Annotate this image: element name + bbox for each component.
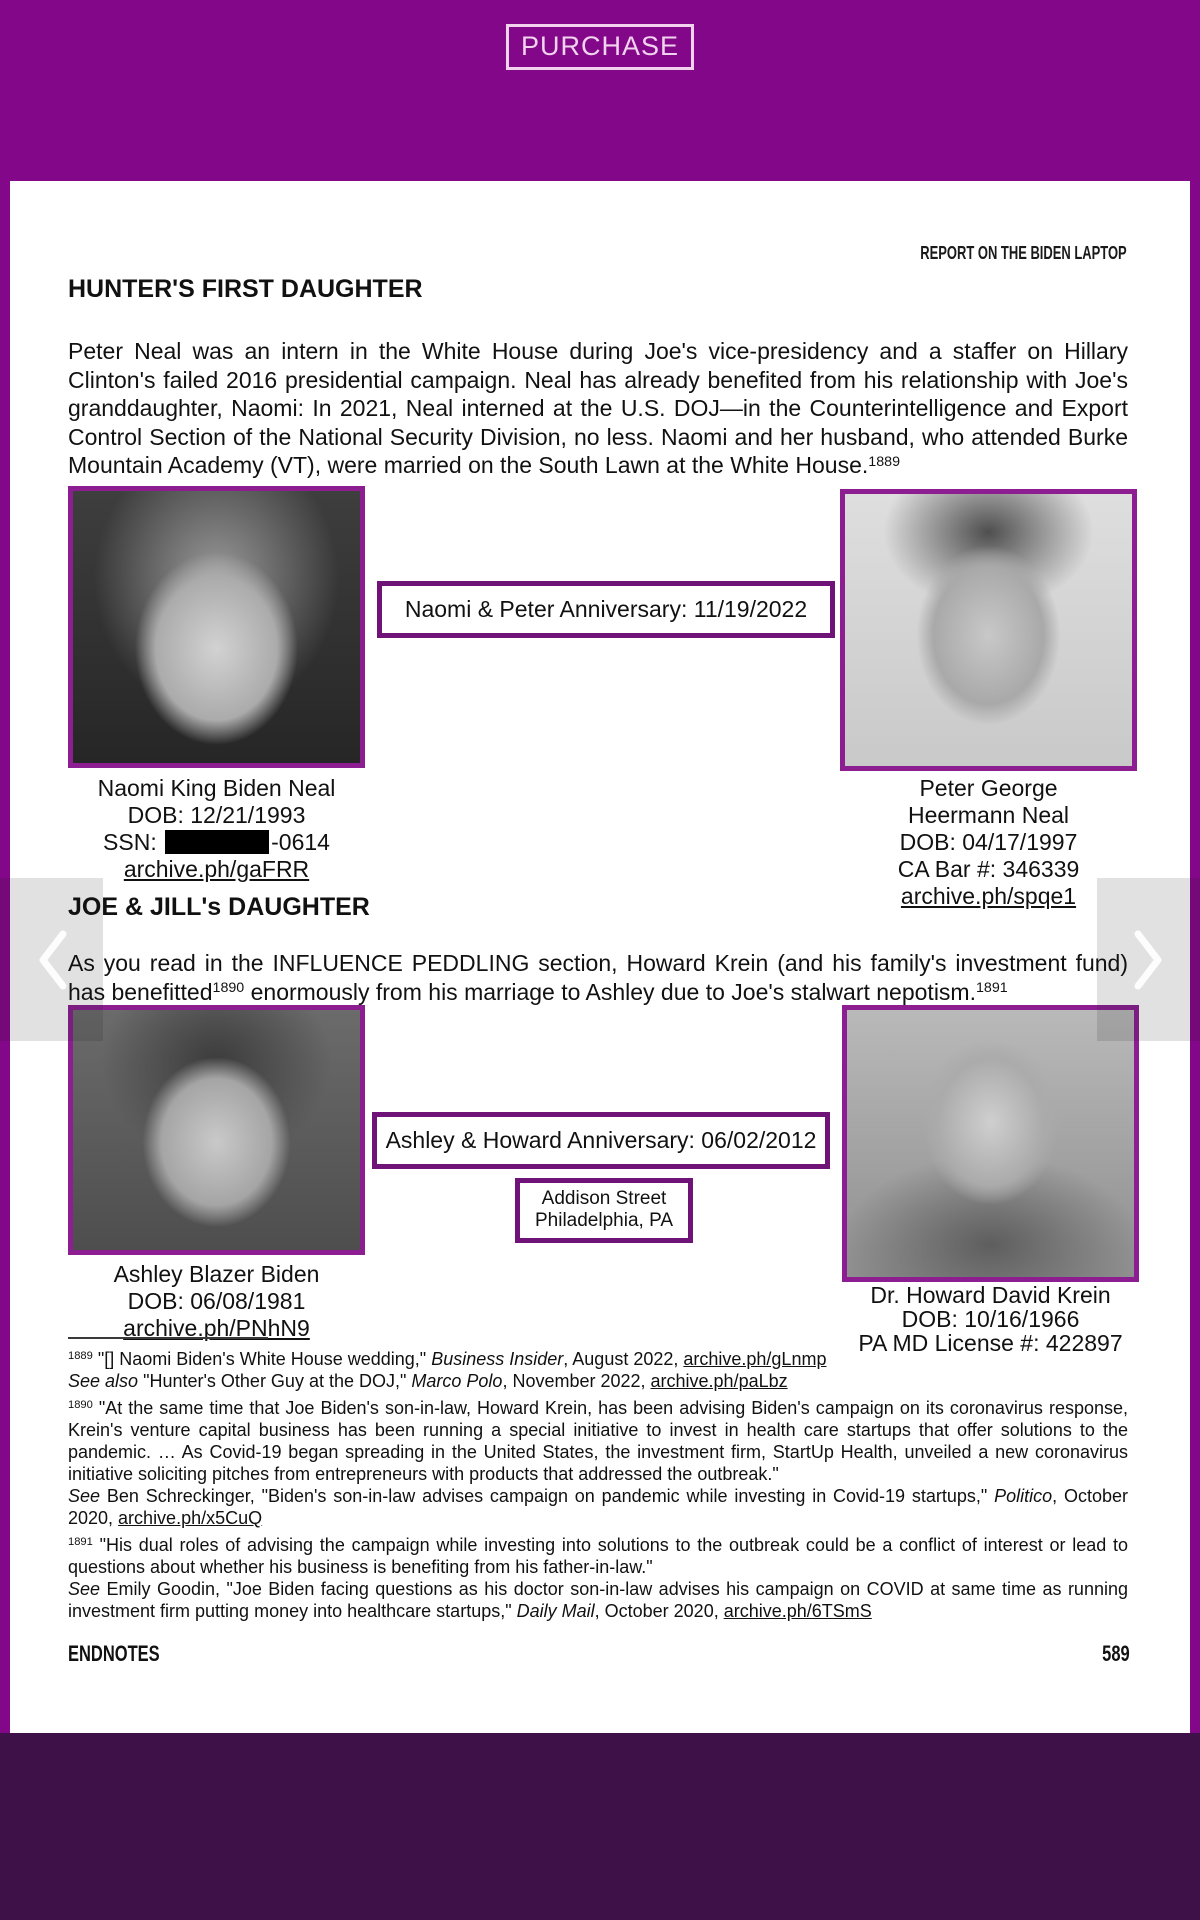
footnote xyxy=(68,1348,1128,1392)
naomi-caption xyxy=(58,775,375,883)
howard-caption xyxy=(832,1283,1149,1355)
howard-photo xyxy=(842,1005,1139,1282)
archive-link[interactable]: archive.ph/x5CuQ xyxy=(118,1508,263,1528)
caption-line: Heermann Neal xyxy=(907,802,1070,828)
caption-line: DOB: 04/17/1997 xyxy=(899,829,1078,855)
caption-line: PA MD License #: 422897 xyxy=(858,1330,1123,1356)
running-header: REPORT ON THE BIDEN LAPTOP xyxy=(920,243,1127,263)
addison-street-box xyxy=(515,1178,693,1243)
footer-band xyxy=(0,1733,1200,1920)
section-heading-joe-jills-daughter: JOE & JILL's DAUGHTER xyxy=(68,893,370,921)
caption-line: Philadelphia, PA xyxy=(534,1210,674,1231)
endnotes-label: ENDNOTES xyxy=(68,1641,160,1666)
footnote-part: See also "Hunter's Other Guy at the DOJ," Marco Polo, November 2022, archive.ph/paLbz xyxy=(68,1371,788,1391)
archive-link[interactable]: archive.ph/paLbz xyxy=(650,1371,788,1391)
naomi-peter-anniversary-box: Naomi & Peter Anniversary: 11/19/2022 xyxy=(377,581,835,638)
ssn-redaction-box xyxy=(165,830,269,854)
caption-line: CA Bar #: 346339 xyxy=(897,856,1080,882)
footnote xyxy=(68,1534,1128,1622)
paragraph-hunter: Peter Neal was an intern in the White House during Joe's vice-presidency and a staffer on Hillary Clinton's failed 2016 presidential campaign. Neal has already benefited from his relationship with Joe's granddaughter, Naomi: In 2021, Neal interned at the U.S. DOJ—in the Counterintelligence and Export Control Section of the National Security Division, no less. Naomi and her husband, who attended Burke Mountain Academy (VT), were married on the South Lawn at the White House.$^{1889}$ xyxy=(68,338,1128,479)
page-number: 589 xyxy=(1102,1641,1130,1666)
footnote-separator xyxy=(68,1337,268,1339)
caption-line: Peter George xyxy=(919,775,1058,801)
caption-line: DOB: 12/21/1993 xyxy=(127,802,306,828)
ashley-howard-anniversary-box: Ashley & Howard Anniversary: 06/02/2012 xyxy=(372,1112,830,1169)
caption-line: DOB: 10/16/1966 xyxy=(901,1306,1080,1332)
section-heading-hunters-first-daughter: HUNTER'S FIRST DAUGHTER xyxy=(68,275,423,303)
footnote-part: $^{1890}$ "At the same time that Joe Biden's son-in-law, Howard Krein, has been advising Biden's campaign on its coronavirus response, Krein's venture capital business has been running a special initiative to invest in health care startups that offer solutions to the pandemic. … As Covid-19 began spreading in the United States, the investment firm, StartUp Health, unveiled a new coronavirus initiative soliciting pitches from entrepreneurs with products that addressed the outbreak." xyxy=(68,1398,1128,1484)
footnote-part: $^{1889}$ "[] Naomi Biden's White House wedding," Business Insider, August 2022, archive.ph/gLnmp xyxy=(68,1349,827,1369)
archive-link[interactable]: archive.ph/spqe1 xyxy=(900,883,1077,909)
caption-line: SSN: -0614 xyxy=(103,829,330,855)
naomi-photo xyxy=(68,486,365,768)
caption-line: Dr. Howard David Krein xyxy=(870,1282,1111,1308)
caption-line: Addison Street xyxy=(541,1188,667,1209)
footnote xyxy=(68,1397,1128,1529)
purchase-button[interactable]: PURCHASE xyxy=(506,24,694,70)
caption-line: Ashley Blazer Biden xyxy=(113,1261,320,1287)
chevron-left-icon xyxy=(35,928,69,992)
caption-line xyxy=(58,856,375,883)
footnote-part: See Ben Schreckinger, "Biden's son-in-law advises campaign on pandemic while investing in Covid-19 startups," Politico, October 2020, archive.ph/x5CuQ xyxy=(68,1486,1128,1528)
ashley-photo xyxy=(68,1005,365,1255)
archive-link[interactable]: archive.ph/6TSmS xyxy=(723,1601,872,1621)
footnotes xyxy=(68,1348,1128,1627)
peter-photo xyxy=(840,489,1137,771)
prev-page-button[interactable] xyxy=(0,878,103,1041)
chevron-right-icon xyxy=(1132,928,1166,992)
next-page-button[interactable] xyxy=(1097,878,1200,1041)
archive-link[interactable]: archive.ph/PNhN9 xyxy=(123,1315,310,1341)
footnote-part: See Emily Goodin, "Joe Biden facing questions as his doctor son-in-law advises his campaign on COVID at same time as running investment firm putting money into healthcare startups," Daily Mail, October 2020, archive.ph/6TSmS xyxy=(68,1579,1128,1621)
caption-line: Naomi King Biden Neal xyxy=(97,775,336,801)
footnote-part: $^{1891}$ "His dual roles of advising the campaign while investing into solutions to the outbreak could be a conflict of interest or lead to questions about whether his business is benefiting from his father-in-law." xyxy=(68,1535,1128,1577)
caption-line: DOB: 06/08/1981 xyxy=(127,1288,306,1314)
document-page xyxy=(10,181,1190,1733)
archive-link[interactable]: archive.ph/gaFRR xyxy=(123,856,310,882)
paragraph-ashley: As you read in the INFLUENCE PEDDLING section, Howard Krein (and his family's investment fund) has benefitted$^{1890}$ enormously from his marriage to Ashley due to Joe's stalwart nepotism.$^{1891}$ xyxy=(68,950,1128,1005)
archive-link[interactable]: archive.ph/gLnmp xyxy=(683,1349,827,1369)
ashley-caption xyxy=(58,1261,375,1342)
